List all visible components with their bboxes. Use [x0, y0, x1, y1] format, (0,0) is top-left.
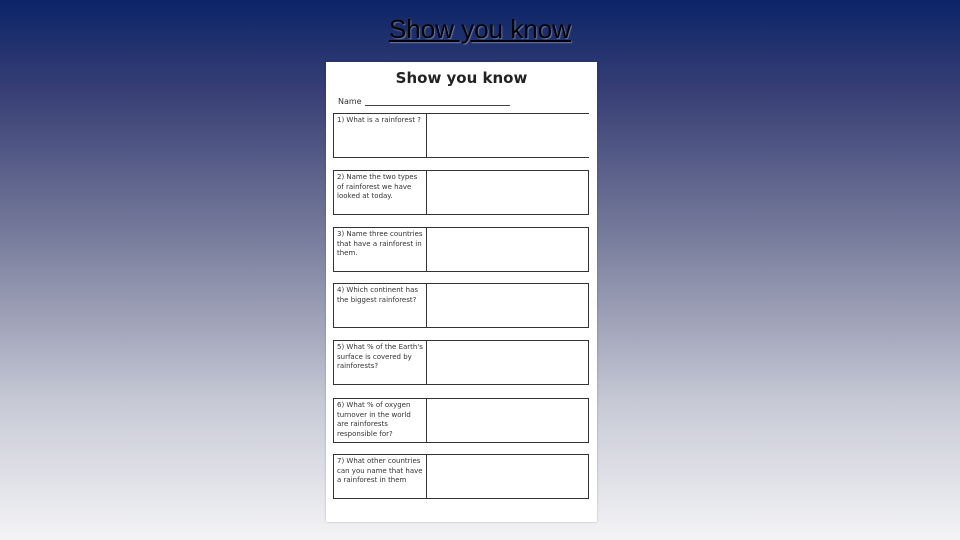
worksheet-title: Show you know — [395, 69, 528, 87]
question-text: 1) What is a rainforest ? — [333, 113, 427, 158]
answer-box — [427, 170, 589, 215]
question-row-2 — [333, 170, 589, 215]
question-row-7 — [333, 454, 589, 499]
question-row-1 — [333, 113, 589, 158]
slide-title: Show you know — [388, 14, 572, 44]
question-text: 5) What % of the Earth's surface is covered by rainforests? — [333, 340, 427, 385]
question-text: 3) Name three countries that have a rainforest in them. — [333, 227, 427, 272]
question-row-5 — [333, 340, 589, 385]
question-row-3 — [333, 227, 589, 272]
name-underline — [365, 105, 510, 106]
worksheet-image — [326, 62, 597, 522]
answer-box — [427, 283, 589, 328]
question-text: 6) What % of oxygen turnover in the world are rainforests responsible for? — [333, 398, 427, 443]
answer-box — [427, 454, 589, 499]
question-row-6 — [333, 398, 589, 443]
answer-box — [427, 113, 589, 158]
answer-box — [427, 227, 589, 272]
answer-box — [427, 340, 589, 385]
question-row-4 — [333, 283, 589, 328]
answer-box — [427, 398, 589, 443]
question-text: 4) Which continent has the biggest rainforest? — [333, 283, 427, 328]
name-label: Name — [338, 97, 362, 106]
question-text: 2) Name the two types of rainforest we have looked at today. — [333, 170, 427, 215]
question-text: 7) What other countries can you name that have a rainforest in them — [333, 454, 427, 499]
